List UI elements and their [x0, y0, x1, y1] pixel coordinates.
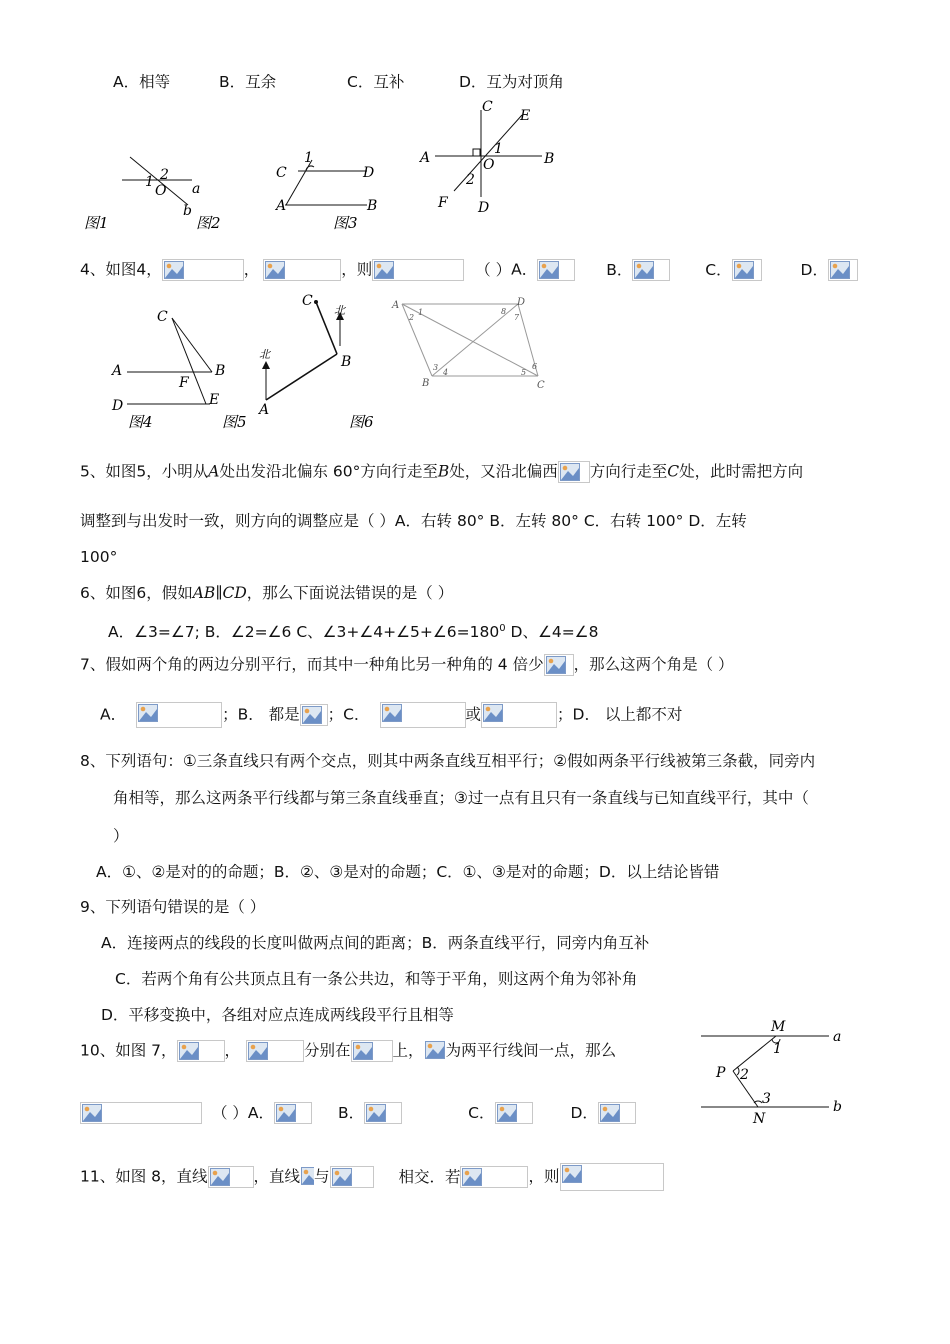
- q10-mid: 分别在: [304, 1041, 351, 1060]
- q8-line-2: 角相等，那么这两条平行线都与第三条直线垂直；③过一点有且只有一条直线与已知直线平行，其中（: [113, 789, 809, 807]
- q10-line-1: [80, 1040, 616, 1062]
- q6-options: [108, 619, 598, 642]
- q10-formula-image-5: [80, 1102, 202, 1124]
- fig3-label-b: B: [544, 151, 555, 167]
- fig7-label-1: 1: [773, 1041, 782, 1057]
- fig3-label-c: C: [482, 99, 493, 115]
- fig5-caption: 图5: [222, 413, 247, 431]
- q7-formula-image: [544, 654, 574, 676]
- fig6-label-8: 8: [501, 307, 507, 316]
- q9-option-a-b: A．连接两点的线段的长度叫做两点间的距离；B．两条直线平行，同旁内角互补: [101, 934, 650, 952]
- q6-ab-parallel-cd: AB∥CD: [192, 584, 247, 602]
- q11-sep: ，直线: [253, 1167, 301, 1186]
- q5-line-1: [80, 461, 803, 483]
- fig4-label-c: C: [157, 309, 168, 325]
- fig2-label-c: C: [276, 165, 287, 181]
- q6-text-b: ，那么下面说法错误的是（ ）: [246, 584, 454, 602]
- q10-formula-image-1: [177, 1040, 225, 1062]
- fig6-label-6: 6: [532, 362, 538, 371]
- q11-with: 与: [314, 1167, 330, 1186]
- fig6-label-5: 5: [521, 368, 527, 377]
- q8-line-3: ）: [113, 827, 129, 845]
- q4-formula-image-2: [263, 259, 341, 281]
- q6-options-text: A．∠3=∠7; B．∠2=∠6 C、∠3+∠4+∠5+∠6=180: [108, 623, 500, 642]
- q7-options: [100, 702, 682, 728]
- q4-option-b-image: [632, 259, 670, 281]
- q10-sep: ，: [224, 1041, 241, 1060]
- q4-sep-2: ，则: [341, 260, 373, 279]
- fig4-label-b: B: [215, 363, 226, 379]
- q5-formula-image: [558, 461, 590, 483]
- fig7-label-m: M: [771, 1019, 786, 1035]
- q7-option-c: ；C．: [327, 705, 370, 724]
- fig3-label-e: E: [520, 108, 531, 124]
- q7-option-a-image: [136, 702, 222, 728]
- q5-line-2: 调整到与出发时一致，则方向的调整应是（ ）A．右转 80° B．左转 80° C．右转 100° D．左转: [80, 512, 747, 530]
- q5-var-c: C: [667, 462, 680, 481]
- q10-line-2: [80, 1102, 636, 1124]
- q8-options: A．①、②是对的的命题；B．②、③是对的命题；C．①、③是对的命题；D．以上结论皆错: [96, 863, 720, 881]
- q4-sep-1: ，: [243, 260, 260, 279]
- q4-prefix: 4、如图4，: [80, 260, 162, 279]
- q11-formula-image-1: [208, 1166, 254, 1188]
- fig2-caption: 图2: [196, 214, 221, 232]
- fig6-label-3: 3: [433, 363, 439, 372]
- figure-6: [349, 297, 545, 431]
- q9-option-c: C．若两个角有公共顶点且有一条公共边，和等于平角，则这两个角为邻补角: [115, 970, 638, 988]
- fig7-label-a: a: [833, 1029, 842, 1045]
- figure-5: [222, 293, 351, 431]
- q4-option-a-image: [537, 259, 575, 281]
- fig3-label-f: F: [438, 195, 448, 211]
- fig6-label-b: B: [422, 378, 430, 389]
- fig7-label-b: b: [833, 1099, 842, 1115]
- fig2-label-b: B: [367, 198, 378, 214]
- q5-var-b: B: [437, 462, 450, 481]
- fig5-north-2: 北: [334, 304, 345, 317]
- q5-text-e: 处，此时需把方向: [679, 462, 804, 481]
- q4-option-d-image: [828, 259, 858, 281]
- fig5-north-1: 北: [259, 348, 270, 361]
- q10-tail: 为两平行线间一点，那么: [445, 1041, 617, 1060]
- q10-option-c: C．: [468, 1103, 495, 1122]
- q5-text-c: 处，又沿北偏西: [449, 462, 558, 481]
- q4-formula-image-3: [372, 259, 464, 281]
- fig3-label-1: 1: [494, 141, 503, 157]
- q6-line-1: [80, 583, 453, 603]
- q4-formula-image-1: [162, 259, 244, 281]
- fig4-caption: 图4: [128, 413, 153, 431]
- q10-option-a-image: [274, 1102, 312, 1124]
- fig4-label-a: A: [112, 363, 123, 379]
- q6-options-end: D、∠4=∠8: [505, 623, 599, 642]
- fig4-label-d: D: [112, 398, 124, 414]
- q3-option-c: C．互补: [347, 73, 405, 91]
- figure-7: [695, 1015, 855, 1130]
- q7-option-d: ；D． 以上都不对: [557, 705, 683, 724]
- q10-option-c-image: [495, 1102, 533, 1124]
- q4-option-c: C．: [705, 260, 732, 279]
- q11-then: ，则: [528, 1167, 560, 1186]
- q5-text-a: 5、如图5，小明从: [80, 462, 209, 481]
- fig4-label-e: E: [209, 392, 220, 408]
- fig3-label-o: O: [483, 157, 495, 173]
- q5-text-b: 处出发沿北偏东 60°方向行走至: [219, 462, 438, 481]
- q7-option-b-image: [300, 704, 328, 726]
- fig1-caption: 图1: [84, 214, 109, 232]
- q4-option-c-image: [732, 259, 762, 281]
- question-4: [80, 259, 858, 281]
- figure-3: [418, 99, 554, 216]
- q10-option-d-image: [598, 1102, 636, 1124]
- figure-4: [110, 309, 225, 431]
- fig5-label-b: B: [341, 354, 352, 370]
- fig7-label-3: 3: [762, 1091, 771, 1107]
- q5-line-3: 100°: [80, 548, 118, 566]
- q7-line-1: [80, 654, 734, 676]
- q3-option-a: A．相等: [113, 73, 171, 91]
- fig6-label-a: A: [392, 300, 400, 311]
- q10-option-a: （ ）A．: [212, 1103, 275, 1122]
- q11-formula-image-5: [560, 1163, 664, 1191]
- figures-row-1: [80, 95, 600, 235]
- fig3-label-2: 2: [466, 172, 475, 188]
- q8-line-1: 8、下列语句：①三条直线只有两个交点，则其中两条直线互相平行；②假如两条平行线被第三条截，同旁内: [80, 752, 816, 770]
- question-11: [80, 1163, 664, 1191]
- q10-prefix: 10、如图 7，: [80, 1041, 177, 1060]
- fig4-label-f: F: [179, 375, 189, 391]
- q4-option-a: A．: [511, 260, 538, 279]
- fig1-label-o: O: [155, 183, 167, 199]
- fig6-label-4: 4: [443, 368, 449, 377]
- q10-formula-image-2: [246, 1040, 304, 1062]
- q5-text-d: 方向行走至: [589, 462, 668, 481]
- fig3-label-d: D: [478, 200, 490, 216]
- q10-formula-image-3: [351, 1040, 393, 1062]
- fig1-label-1: 1: [145, 174, 154, 190]
- q7-text-a: 7、假如两个角的两边分别平行，而其中一种角比另一种角的 4 倍少: [80, 655, 544, 674]
- fig2-label-a: A: [276, 198, 287, 214]
- q6-text-a: 6、如图6，假如: [80, 584, 193, 602]
- q10-on: 上，: [392, 1041, 424, 1060]
- q4-option-d: D．: [800, 260, 828, 279]
- fig6-label-c: C: [537, 380, 545, 391]
- fig2-label-1: 1: [304, 150, 313, 166]
- q10-option-b: B．: [338, 1103, 365, 1122]
- fig6-caption: 图6: [349, 413, 374, 431]
- q11-formula-image-4: [460, 1166, 528, 1188]
- q5-var-a: A: [208, 462, 220, 481]
- fig6-label-d: D: [517, 297, 526, 308]
- q4-option-b: B．: [606, 260, 633, 279]
- q4-paren: （ ）: [475, 260, 512, 279]
- q3-option-d: D．互为对顶角: [459, 73, 564, 91]
- q7-option-a: A．: [100, 705, 127, 724]
- q7-option-c-image-1: [380, 702, 466, 728]
- q7-text-b: ，那么这两个角是（ ）: [573, 655, 734, 674]
- q11-tail: 相交．若: [393, 1167, 461, 1186]
- fig3-label-a: A: [420, 150, 431, 166]
- figure-1: [84, 157, 221, 232]
- q6-sup: 0: [499, 623, 506, 634]
- figures-row-2: [100, 290, 560, 435]
- q7-option-b: ；B． 都是: [222, 705, 300, 724]
- q9-line-1: 9、下列语句错误的是（ ）: [80, 898, 266, 916]
- q10-option-d: D．: [570, 1103, 598, 1122]
- q3-option-b: B．互余: [219, 73, 277, 91]
- fig2-label-d: D: [363, 165, 375, 181]
- fig7-label-n: N: [753, 1111, 766, 1127]
- fig7-label-2: 2: [740, 1067, 749, 1083]
- q7-or: 或: [465, 705, 482, 724]
- fig1-label-2: 2: [160, 167, 169, 183]
- q10-option-b-image: [364, 1102, 402, 1124]
- figure-2: [274, 150, 377, 232]
- fig6-label-1: 1: [418, 308, 424, 317]
- fig3-caption: 图3: [333, 214, 358, 232]
- q11-prefix: 11、如图 8，直线: [80, 1167, 208, 1186]
- fig5-label-c: C: [302, 293, 313, 309]
- fig6-label-7: 7: [514, 313, 520, 322]
- fig5-label-a: A: [259, 402, 270, 418]
- q11-formula-image-3: [330, 1166, 374, 1188]
- q11-formula-image-2: [300, 1166, 314, 1188]
- fig6-label-2: 2: [409, 313, 415, 322]
- fig1-label-b: b: [183, 203, 192, 219]
- fig1-label-a: a: [192, 181, 201, 197]
- q9-option-d: D．平移变换中，各组对应点连成两线段平行且相等: [101, 1006, 454, 1024]
- q7-option-c-image-2: [481, 702, 557, 728]
- q10-formula-image-4: [424, 1040, 446, 1062]
- fig7-label-p: P: [716, 1065, 726, 1081]
